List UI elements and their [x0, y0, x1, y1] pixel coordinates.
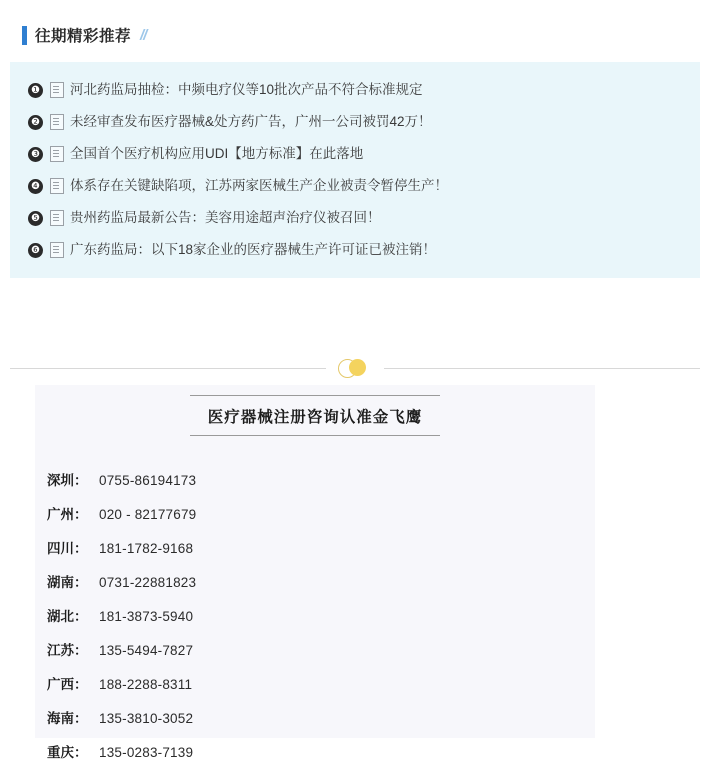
list-item-label: 广东药监局：以下18家企业的医疗器械生产许可证已被注销！ [70, 242, 437, 257]
contact-region-label: 广西： [47, 677, 88, 692]
list-number-badge: ❺ [28, 211, 43, 226]
contact-region-label: 江苏： [47, 643, 88, 658]
list-item[interactable] [10, 106, 700, 138]
contact-region-label: 深圳： [47, 473, 88, 488]
document-icon [50, 146, 64, 162]
page-title: 往期精彩推荐 [35, 28, 132, 45]
document-icon [50, 242, 64, 258]
document-icon [50, 82, 64, 98]
contact-region-label: 广州： [47, 507, 88, 522]
list-item-label: 河北药监局抽检：中频电疗仪等10批次产品不符合标准规定 [70, 82, 423, 97]
contact-phone-number[interactable]: 020 - 82177679 [99, 507, 197, 522]
list-item-label: 体系存在关键缺陷项，江苏两家医械生产企业被责令暂停生产！ [70, 178, 448, 193]
contact-card [35, 385, 595, 760]
section-divider [0, 348, 710, 388]
contact-row [47, 462, 595, 496]
list-item[interactable] [10, 74, 700, 106]
contact-row [47, 598, 595, 632]
contact-phone-number[interactable]: 0755-86194173 [99, 473, 197, 488]
list-item-label: 未经审查发布医疗器械&处方药广告，广州一公司被罚42万！ [70, 114, 432, 129]
list-number-badge: ❸ [28, 147, 43, 162]
contact-row [47, 734, 595, 768]
contact-row [47, 530, 595, 564]
list-item[interactable] [10, 234, 700, 266]
contact-phone-number[interactable]: 135-0283-7139 [99, 745, 194, 760]
contact-row [47, 496, 595, 530]
card-title: 医疗器械注册咨询认准金飞鹰 [190, 395, 441, 436]
list-item[interactable] [10, 202, 700, 234]
contact-phone-number[interactable]: 188-2288-8311 [99, 677, 193, 692]
contact-phone-number[interactable]: 0731-22881823 [99, 575, 197, 590]
divider-line-right [384, 368, 700, 369]
contact-phone-number[interactable]: 181-3873-5940 [99, 609, 194, 624]
circle-filled-icon [349, 359, 366, 376]
contact-phone-number[interactable]: 135-3810-3052 [99, 711, 194, 726]
list-item-label: 全国首个医疗机构应用UDI【地方标准】在此落地 [70, 146, 364, 161]
document-icon [50, 210, 64, 226]
contact-row [47, 666, 595, 700]
document-icon [50, 178, 64, 194]
contact-phone-number[interactable]: 135-5494-7827 [99, 643, 194, 658]
list-number-badge: ❶ [28, 83, 43, 98]
divider-line-left [10, 368, 326, 369]
list-item[interactable] [10, 138, 700, 170]
contact-region-label: 海南： [47, 711, 88, 726]
card-title-wrap [35, 385, 595, 436]
contact-row [47, 564, 595, 598]
list-number-badge: ❻ [28, 243, 43, 258]
contact-region-label: 湖南： [47, 575, 88, 590]
contact-list [35, 462, 595, 768]
contact-phone-number[interactable]: 181-1782-9168 [99, 541, 194, 556]
list-number-badge: ❷ [28, 115, 43, 130]
contact-row [47, 700, 595, 734]
document-icon [50, 114, 64, 130]
contact-region-label: 湖北： [47, 609, 88, 624]
accent-bar [22, 26, 27, 45]
list-item[interactable] [10, 170, 700, 202]
slashes-decoration: // [140, 26, 147, 44]
contact-row [47, 632, 595, 666]
contact-region-label: 重庆： [47, 745, 88, 760]
recommended-list [10, 62, 700, 278]
contact-region-label: 四川： [47, 541, 88, 556]
section-header [0, 0, 710, 52]
divider-orbs [338, 359, 372, 377]
list-number-badge: ❹ [28, 179, 43, 194]
list-item-label: 贵州药监局最新公告：美容用途超声治疗仪被召回！ [70, 210, 381, 225]
